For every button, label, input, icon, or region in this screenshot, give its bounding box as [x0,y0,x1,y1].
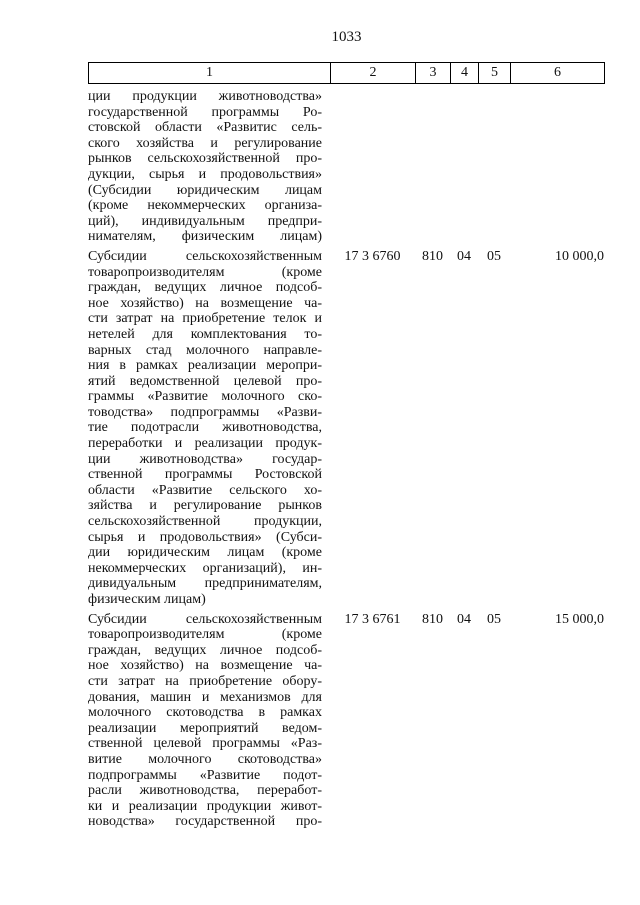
subsection-cell [478,89,510,245]
description-line: варных стад молочного направле- [88,342,322,358]
description-line: ственной целевой программы «Раз- [88,736,322,752]
amount-cell [510,89,605,245]
description-line: некоммерческих организаций), ин- [88,560,322,576]
header-col-4: 4 [450,63,478,83]
description-line: дукции, сырья и продовольствия» [88,166,322,182]
description-cell [88,249,330,608]
description-line: (Субсидии юридическим лицам [88,182,322,198]
description-line: зяйства и регулирование рынков [88,498,322,514]
description-line: сти затрат на приобретение обору- [88,673,322,689]
target-code-cell [330,89,415,245]
table-row [88,612,605,830]
page-number: 1033 [331,29,362,45]
header-col-1: 1 [206,65,213,80]
description-line: товаропроизводителям (кроме [88,264,322,280]
description-cell [88,612,330,830]
section-cell: 04 [457,248,471,264]
description-line: сельскохозяйственной продукции, [88,514,322,530]
description-line: молочного скотоводства в рамках [88,705,322,721]
description-line: сти затрат на приобретение телок и [88,311,322,327]
description-line: витие молочного скотоводства» [88,751,322,767]
description-line: товодства» подпрограммы «Разви- [88,404,322,420]
description-line: дивидуальным предпринимателям, [88,576,322,592]
description-line: ки и реализации продукции живот- [88,798,322,814]
budget-table [88,62,605,830]
header-col-5: 5 [478,63,510,83]
description-line: граждан, ведущих личное подсоб- [88,642,322,658]
description-line: Субсидии сельскохозяйственным [88,611,322,627]
description-line: Субсидии сельскохозяйственным [88,248,322,264]
description-line: ния в рамках реализации меропри- [88,358,322,374]
table-row [88,89,605,245]
description-line: государственной программы Ро- [88,104,322,120]
subsection-cell: 05 [487,248,501,264]
target-code-cell: 17 3 6761 [344,611,401,627]
amount-cell: 15 000,0 [555,611,604,627]
target-code-cell: 17 3 6760 [344,248,401,264]
description-line: ное хозяйство) на возмещение ча- [88,658,322,674]
section-cell: 04 [457,611,471,627]
description-line: ное хозяйство) на возмещение ча- [88,295,322,311]
table-header-row [88,62,605,84]
description-line: новодства» государственной про- [88,814,322,830]
description-line: (кроме некоммерческих организа- [88,198,322,214]
description-cell [88,89,330,245]
description-line: реализации мероприятий ведом- [88,720,322,736]
description-line: стовской области «Развитис сель- [88,120,322,136]
description-line: сырья и продовольствия» (Субси- [88,529,322,545]
description-line: подпрограммы «Развитие подот- [88,767,322,783]
description-line: дии юридическим лицам (кроме [88,545,322,561]
description-line: рынков сельскохозяйственной про- [88,151,322,167]
section-cell [450,89,478,245]
description-line: дования, машин и механизмов для [88,689,322,705]
expense-type-cell: 810 [422,611,443,627]
description-line: ции продукции животноводства» [88,89,322,104]
description-line: нетелей для комплектования то- [88,326,322,342]
expense-type-cell [415,89,450,245]
header-col-6: 6 [510,63,604,83]
description-line: ского хозяйства и регулирование [88,135,322,151]
description-line: области «Развитие сельского хо- [88,482,322,498]
description-line: тие подотрасли животноводства, [88,420,322,436]
description-line: переработки и реализации продук- [88,436,322,452]
description-line: физическим лицам) [88,592,206,607]
description-line: ции животноводства» государ- [88,451,322,467]
header-col-2: 2 [330,63,415,83]
description-line: ятий ведомственной целевой про- [88,373,322,389]
subsection-cell: 05 [487,611,501,627]
expense-type-cell: 810 [422,248,443,264]
description-line: нимателям, физическим лицам) [88,229,322,245]
table-row [88,249,605,608]
description-line: товаропроизводителям (кроме [88,627,322,643]
table-body [88,89,605,830]
amount-cell: 10 000,0 [555,248,604,264]
description-line: граждан, ведущих личное подсоб- [88,280,322,296]
description-line: граммы «Развитие молочного ско- [88,389,322,405]
header-col-3: 3 [415,63,450,83]
description-line: расли животноводства, переработ- [88,783,322,799]
description-line: ственной программы Ростовской [88,467,322,483]
description-line: ций), индивидуальным предпри- [88,213,322,229]
